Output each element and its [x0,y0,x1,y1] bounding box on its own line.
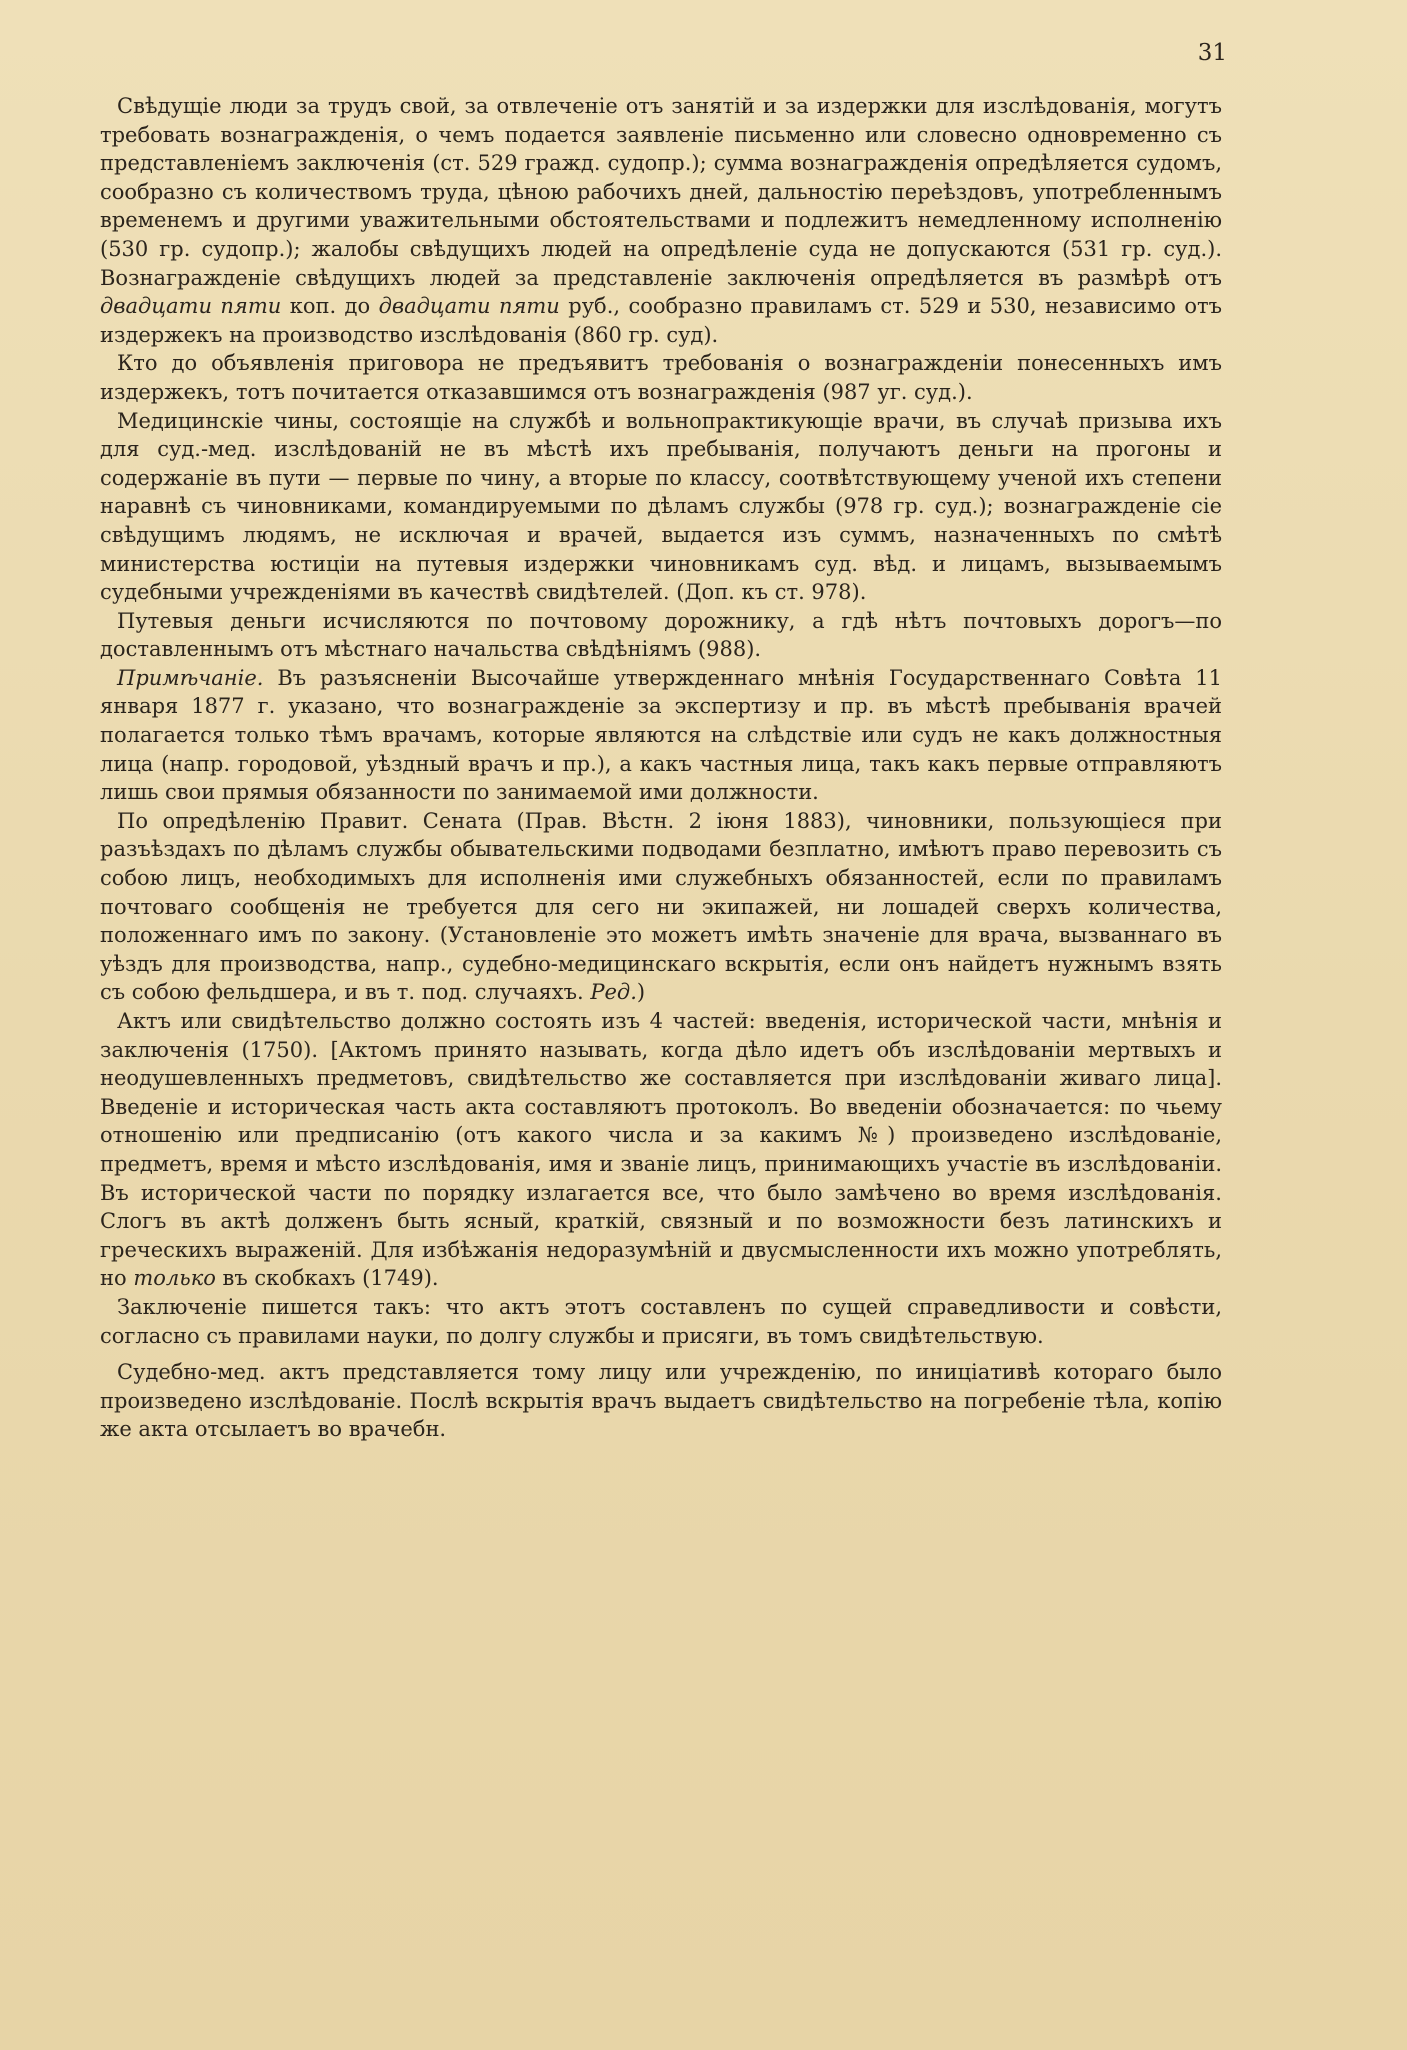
text-run: руб., сообразно правиламъ ст. 529 и 530, независимо отъ издержекъ на производство изслѣдованія (860 гр. суд). [100,294,1222,347]
body-text [100,92,1222,1444]
italic-text: Ред. [590,980,637,1005]
paragraph [100,349,1222,406]
paragraph [100,407,1222,607]
text-run: Въ разъясненіи Высочайше утвержденнаго мнѣнія Государственнаго Совѣта 11 января 1877 г. указано, что вознагражденіе за экспертизу и пр. въ мѣстѣ пребыванія врачей полагается только тѣмъ врачамъ, которые являются на слѣдствіе или судъ не какъ должностныя лица (напр. городовой, уѣздный врачъ и пр.), а какъ частныя лица, такъ какъ первые отправляютъ лишь свои прямыя обязанности по занимаемой ими должности. [100,665,1222,805]
italic-text: двадцати пяти [100,294,282,319]
text-run: По опредѣленію Правит. Сената (Прав. Вѣстн. 2 іюня 1883), чиновники, пользующіеся при разъѣздахъ по дѣламъ службы обывательскими подводами безплатно, имѣютъ право перевозить съ собою лицъ, необходимыхъ для исполненія ими служебныхъ обязанностей, если по правиламъ почтоваго сообщенія не требуется для сего ни экипажей, ни лошадей сверхъ количества, положеннаго имъ по закону. (Установленіе это можетъ имѣть значеніе для врача, вызваннаго въ уѣздъ для производства, напр., судебно-медицинскаго вскрытія, если онъ найдетъ нужнымъ взять съ собою фельдшера, и въ т. под. случаяхъ. [100,808,1222,1005]
text-run: Судебно-мед. актъ представляется тому лицу или учрежденію, по иниціативѣ котораго было произведено изслѣдованіе. Послѣ вскрытія врачъ выдаетъ свидѣтельство на погребеніе тѣла, копію же акта отсылаетъ во врачебн. [100,1360,1222,1442]
text-run: ) [636,980,646,1005]
text-run: Актъ или свидѣтельство должно состоять изъ 4 частей: введенія, исторической части, мнѣнія и заключенія (1750). [Актомъ принято называть, когда дѣло идетъ объ изслѣдованіи мертвыхъ и неодушевленныхъ предметовъ, свидѣтельство же составляется при изслѣдованіи живаго лица]. Введеніе и историческая часть акта составляютъ протоколъ. Во введеніи обозначается: по чьему отношенію или предписанію (отъ какого числа и за какимъ №) произведено изслѣдованіе, предметъ, время и мѣсто изслѣдованія, имя и званіе лицъ, принимающихъ участіе въ изслѣдованіи. Въ исторической части по порядку излагается все, что было замѣчено во время изслѣдованія. Слогъ въ актѣ долженъ быть ясный, краткій, связный и по возможности безъ латинскихъ и греческихъ выраженій. Для избѣжанія недоразумѣній и двусмысленности ихъ можно употреблять, но [100,1009,1222,1291]
paragraph [100,1358,1222,1444]
text-run: коп. до [281,294,379,319]
text-run: въ скобкахъ (1749). [215,1266,439,1291]
paragraph [100,664,1222,807]
italic-text: только [133,1266,216,1291]
text-run: Заключеніе пишется такъ: что актъ этотъ составленъ по сущей справедливости и совѣсти, согласно съ правилами науки, по долгу службы и присяги, въ томъ свидѣтельствую. [100,1294,1222,1348]
text-run: Кто до объявленія приговора не предъявитъ требованія о вознагражденіи понесенныхъ имъ издержекъ, тотъ почитается отказавшимся отъ вознагражденія (987 уг. суд.). [100,351,1222,404]
page-number: 31 [1197,40,1227,66]
paragraph [100,1293,1222,1350]
text-run: Путевыя деньги исчисляются по почтовому дорожнику, а гдѣ нѣтъ почтовыхъ дорогъ—по доставленнымъ отъ мѣстнаго начальства свѣдѣніямъ (988). [100,608,1222,662]
paragraph [100,607,1222,664]
text-run: Свѣдущіе люди за трудъ свой, за отвлеченіе отъ занятій и за издержки для изслѣдованія, могутъ требовать вознагражденія, о чемъ подается заявленіе письменно или словесно одновременно съ представленіемъ заключенія (ст. 529 гражд. судопр.); сумма вознагражденія опредѣляется судомъ, сообразно съ количествомъ труда, цѣною рабочихъ дней, дальностію переѣздовъ, употребленнымъ временемъ и другими уважительными обстоятельствами и подлежитъ немедленному исполненію (530 гр. судопр.); жалобы свѣдущихъ людей на опредѣленіе суда не допускаются (531 гр. суд.). Вознагражденіе свѣдущихъ людей за представленіе заключенія опредѣляется въ размѣрѣ отъ [100,94,1222,290]
paragraph [100,807,1222,1007]
italic-text: двадцати пяти [378,294,560,319]
text-run: Медицинскіе чины, состоящіе на службѣ и вольнопрактикующіе врачи, въ случаѣ призыва ихъ для суд.-мед. изслѣдованій не въ мѣстѣ ихъ пребыванія, получаютъ деньги на прогоны и содержаніе въ пути — первые по чину, а вторые по классу, соотвѣтствующему ученой ихъ степени наравнѣ съ чиновниками, командируемыми по дѣламъ службы (978 гр. суд.); вознагражденіе сіе свѣдущимъ людямъ, не исключая и врачей, выдается изъ суммъ, назначенныхъ по смѣтѣ министерства юстиціи на путевыя издержки чиновникамъ суд. вѣд. и лицамъ, вызываемымъ судебными учрежденіями въ качествѣ свидѣтелей. (Доп. къ ст. 978). [100,408,1222,605]
paragraph [100,92,1222,349]
paragraph [100,1007,1222,1293]
italic-text: Примѣчаніе. [117,665,264,690]
